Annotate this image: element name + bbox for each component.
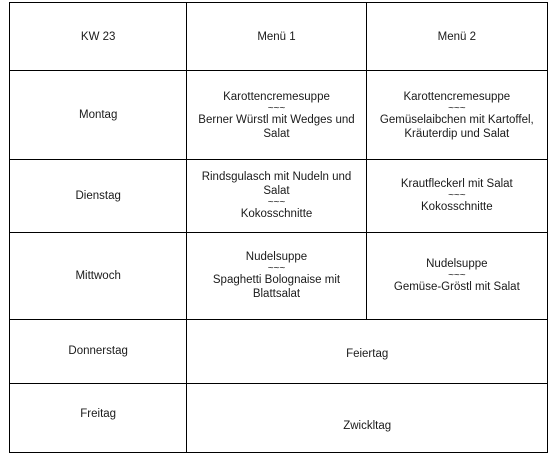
separator: ~~~ [267,197,286,209]
main-dish-text: Rindsgulasch mit Nudeln und Salat [201,171,352,198]
main-dish-text: Krautfleckerl mit Salat [400,178,513,191]
menu2-cell-monday [366,71,547,160]
day-label: Mittwoch [75,269,121,282]
menu2-header-cell [366,3,547,71]
separator: ~~~ [267,263,286,275]
table-row-monday [10,71,548,160]
soup-text: Karottencremesuppe [223,90,330,103]
day-label: Montag [78,109,118,122]
day-label: Dienstag [75,189,121,202]
day-cell-monday [10,71,187,160]
separator: ~~~ [448,190,466,202]
week-label: KW 23 [80,30,116,43]
menu1-cell-monday [187,71,366,160]
menu2-cell-wednesday [366,232,547,320]
soup-text: Nudelsuppe [426,258,488,271]
menu1-cell-tuesday [187,160,366,232]
bridge-day-note: Zwickltag [343,419,392,432]
day-label: Donnerstag [68,345,128,358]
table-row-tuesday [10,160,548,232]
day-label: Freitag [80,407,117,420]
day-cell-thursday [10,320,187,383]
main-dish-text: Spaghetti Bolognaise mit Blattsalat [212,274,341,301]
menu2-cell-tuesday [366,160,547,232]
dessert-text: Kokosschnitte [240,208,313,221]
separator: ~~~ [448,102,466,114]
separator: ~~~ [267,102,286,114]
week-header-cell [10,3,187,71]
table-row-friday [10,383,548,453]
holiday-cell-thursday [187,320,548,383]
table-row-wednesday [10,232,548,320]
day-cell-tuesday [10,160,187,232]
separator: ~~~ [448,270,466,282]
weekly-menu-table [9,2,548,453]
bridge-day-cell-friday [187,383,548,453]
main-dish-text: Berner Würstl mit Wedges und Salat [198,113,355,140]
day-cell-wednesday [10,232,187,320]
table-row-thursday [10,320,548,383]
menu1-header-cell [187,3,366,71]
dessert-text: Kokosschnitte [421,201,493,214]
main-dish-text: Gemüselaibchen mit Kartoffel, Kräuterdip und Salat [379,113,534,140]
header-row [10,3,548,71]
menu1-cell-wednesday [187,232,366,320]
soup-text: Karottencremesuppe [403,90,511,103]
holiday-note: Feiertag [346,348,389,361]
menu1-header-label: Menü 1 [257,30,296,43]
day-cell-friday [10,383,187,453]
menu2-header-label: Menü 2 [437,30,476,43]
main-dish-text: Gemüse-Gröstl mit Salat [393,281,520,294]
soup-text: Nudelsuppe [245,251,308,264]
